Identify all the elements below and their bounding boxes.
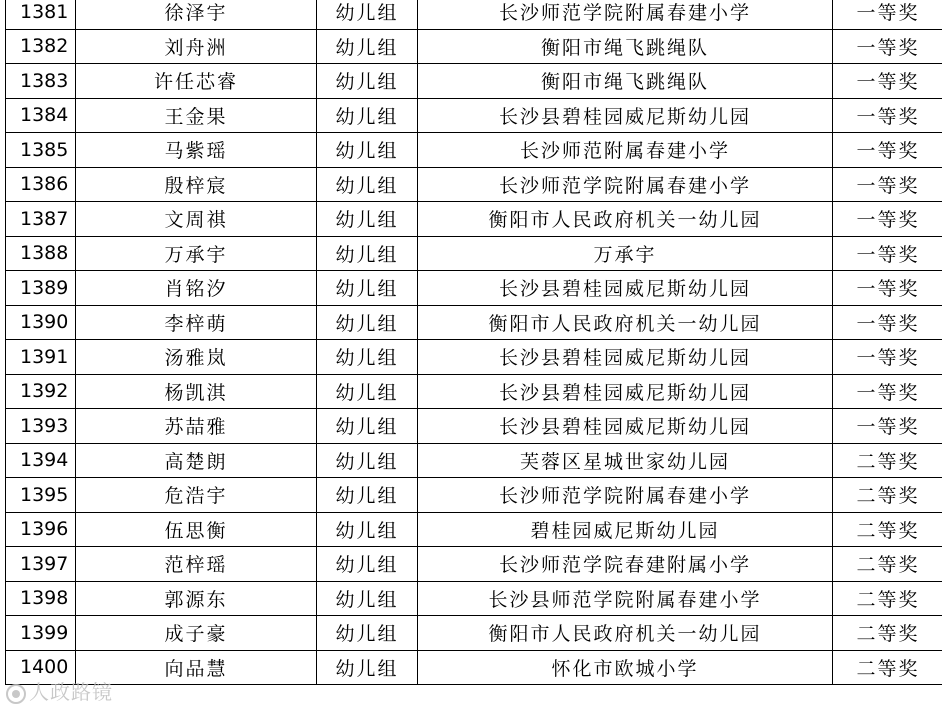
- school-cell: 长沙县师范学院附属春建小学: [418, 581, 833, 616]
- school-cell: 芙蓉区星城世家幼儿园: [418, 443, 833, 478]
- school-cell: 长沙县碧桂园威尼斯幼儿园: [418, 271, 833, 306]
- row-number-cell: 1389: [6, 271, 76, 306]
- school-cell: 长沙师范学院附属春建小学: [418, 167, 833, 202]
- student-name-cell: 范梓瑶: [76, 547, 317, 582]
- student-name-cell: 杨凯淇: [76, 374, 317, 409]
- student-name-cell: 万承宇: [76, 236, 317, 271]
- school-cell: 长沙县碧桂园威尼斯幼儿园: [418, 98, 833, 133]
- award-cell: 一等奖: [833, 409, 942, 444]
- award-cell: 一等奖: [833, 133, 942, 168]
- group-cell: 幼儿组: [317, 512, 418, 547]
- award-cell: 二等奖: [833, 581, 942, 616]
- camera-logo-icon: [6, 684, 26, 704]
- group-cell: 幼儿组: [317, 443, 418, 478]
- table-row: [6, 271, 942, 306]
- award-cell: 二等奖: [833, 616, 942, 651]
- table-row: [6, 547, 942, 582]
- table-row: [6, 64, 942, 99]
- award-cell: 一等奖: [833, 29, 942, 64]
- row-number-cell: 1387: [6, 202, 76, 237]
- student-name-cell: 许任芯睿: [76, 64, 317, 99]
- school-cell: 长沙县碧桂园威尼斯幼儿园: [418, 409, 833, 444]
- school-cell: 长沙县碧桂园威尼斯幼儿园: [418, 340, 833, 375]
- student-name-cell: 徐泽宇: [76, 0, 317, 29]
- student-name-cell: 王金果: [76, 98, 317, 133]
- student-name-cell: 伍思衡: [76, 512, 317, 547]
- group-cell: 幼儿组: [317, 271, 418, 306]
- school-cell: 长沙县碧桂园威尼斯幼儿园: [418, 374, 833, 409]
- watermark-text: 人政路镜: [29, 680, 113, 704]
- student-name-cell: 成子豪: [76, 616, 317, 651]
- award-cell: 二等奖: [833, 443, 942, 478]
- table-row: [6, 0, 942, 29]
- table-row: [6, 443, 942, 478]
- group-cell: 幼儿组: [317, 64, 418, 99]
- award-cell: 一等奖: [833, 236, 942, 271]
- row-number-cell: 1385: [6, 133, 76, 168]
- student-name-cell: 高楚朗: [76, 443, 317, 478]
- group-cell: 幼儿组: [317, 98, 418, 133]
- student-name-cell: 向品慧: [76, 650, 317, 685]
- table-row: [6, 478, 942, 513]
- row-number-cell: 1381: [6, 0, 76, 29]
- row-number-cell: 1394: [6, 443, 76, 478]
- group-cell: 幼儿组: [317, 581, 418, 616]
- school-cell: 衡阳市人民政府机关一幼儿园: [418, 202, 833, 237]
- school-cell: 衡阳市人民政府机关一幼儿园: [418, 305, 833, 340]
- group-cell: 幼儿组: [317, 202, 418, 237]
- award-cell: 二等奖: [833, 512, 942, 547]
- group-cell: 幼儿组: [317, 478, 418, 513]
- school-cell: 万承宇: [418, 236, 833, 271]
- school-cell: 长沙师范附属春建小学: [418, 133, 833, 168]
- school-cell: 长沙师范学院附属春建小学: [418, 0, 833, 29]
- award-cell: 二等奖: [833, 650, 942, 685]
- row-number-cell: 1391: [6, 340, 76, 375]
- row-number-cell: 1399: [6, 616, 76, 651]
- awards-table: [5, 0, 942, 685]
- student-name-cell: 肖铭汐: [76, 271, 317, 306]
- student-name-cell: 汤雅岚: [76, 340, 317, 375]
- group-cell: 幼儿组: [317, 650, 418, 685]
- row-number-cell: 1388: [6, 236, 76, 271]
- table-row: [6, 305, 942, 340]
- awards-table-body: [6, 0, 942, 685]
- school-cell: 怀化市欧城小学: [418, 650, 833, 685]
- table-row: [6, 167, 942, 202]
- award-cell: 一等奖: [833, 374, 942, 409]
- table-row: [6, 98, 942, 133]
- table-row: [6, 650, 942, 685]
- table-row: [6, 340, 942, 375]
- row-number-cell: 1397: [6, 547, 76, 582]
- row-number-cell: 1396: [6, 512, 76, 547]
- group-cell: 幼儿组: [317, 547, 418, 582]
- row-number-cell: 1400: [6, 650, 76, 685]
- group-cell: 幼儿组: [317, 340, 418, 375]
- group-cell: 幼儿组: [317, 374, 418, 409]
- school-cell: 长沙师范学院附属春建小学: [418, 478, 833, 513]
- row-number-cell: 1390: [6, 305, 76, 340]
- student-name-cell: 殷梓宸: [76, 167, 317, 202]
- award-cell: 一等奖: [833, 340, 942, 375]
- group-cell: 幼儿组: [317, 236, 418, 271]
- table-row: [6, 616, 942, 651]
- table-row: [6, 581, 942, 616]
- school-cell: 衡阳市绳飞跳绳队: [418, 29, 833, 64]
- group-cell: 幼儿组: [317, 616, 418, 651]
- award-cell: 二等奖: [833, 547, 942, 582]
- student-name-cell: 李梓萌: [76, 305, 317, 340]
- school-cell: 衡阳市绳飞跳绳队: [418, 64, 833, 99]
- table-row: [6, 374, 942, 409]
- table-row: [6, 512, 942, 547]
- row-number-cell: 1382: [6, 29, 76, 64]
- row-number-cell: 1398: [6, 581, 76, 616]
- award-cell: 一等奖: [833, 64, 942, 99]
- student-name-cell: 马紫瑶: [76, 133, 317, 168]
- row-number-cell: 1393: [6, 409, 76, 444]
- student-name-cell: 苏喆雅: [76, 409, 317, 444]
- table-row: [6, 409, 942, 444]
- group-cell: 幼儿组: [317, 409, 418, 444]
- row-number-cell: 1383: [6, 64, 76, 99]
- student-name-cell: 刘舟洲: [76, 29, 317, 64]
- school-cell: 碧桂园威尼斯幼儿园: [418, 512, 833, 547]
- award-cell: 一等奖: [833, 271, 942, 306]
- group-cell: 幼儿组: [317, 0, 418, 29]
- table-row: [6, 29, 942, 64]
- student-name-cell: 文周祺: [76, 202, 317, 237]
- award-cell: 二等奖: [833, 478, 942, 513]
- row-number-cell: 1392: [6, 374, 76, 409]
- award-cell: 一等奖: [833, 0, 942, 29]
- award-cell: 一等奖: [833, 305, 942, 340]
- school-cell: 衡阳市人民政府机关一幼儿园: [418, 616, 833, 651]
- school-cell: 长沙师范学院春建附属小学: [418, 547, 833, 582]
- group-cell: 幼儿组: [317, 305, 418, 340]
- award-cell: 一等奖: [833, 98, 942, 133]
- student-name-cell: 危浩宇: [76, 478, 317, 513]
- table-row: [6, 133, 942, 168]
- table-row: [6, 236, 942, 271]
- group-cell: 幼儿组: [317, 133, 418, 168]
- group-cell: 幼儿组: [317, 29, 418, 64]
- table-row: [6, 202, 942, 237]
- row-number-cell: 1386: [6, 167, 76, 202]
- group-cell: 幼儿组: [317, 167, 418, 202]
- row-number-cell: 1395: [6, 478, 76, 513]
- award-cell: 一等奖: [833, 167, 942, 202]
- row-number-cell: 1384: [6, 98, 76, 133]
- student-name-cell: 郭源东: [76, 581, 317, 616]
- award-cell: 一等奖: [833, 202, 942, 237]
